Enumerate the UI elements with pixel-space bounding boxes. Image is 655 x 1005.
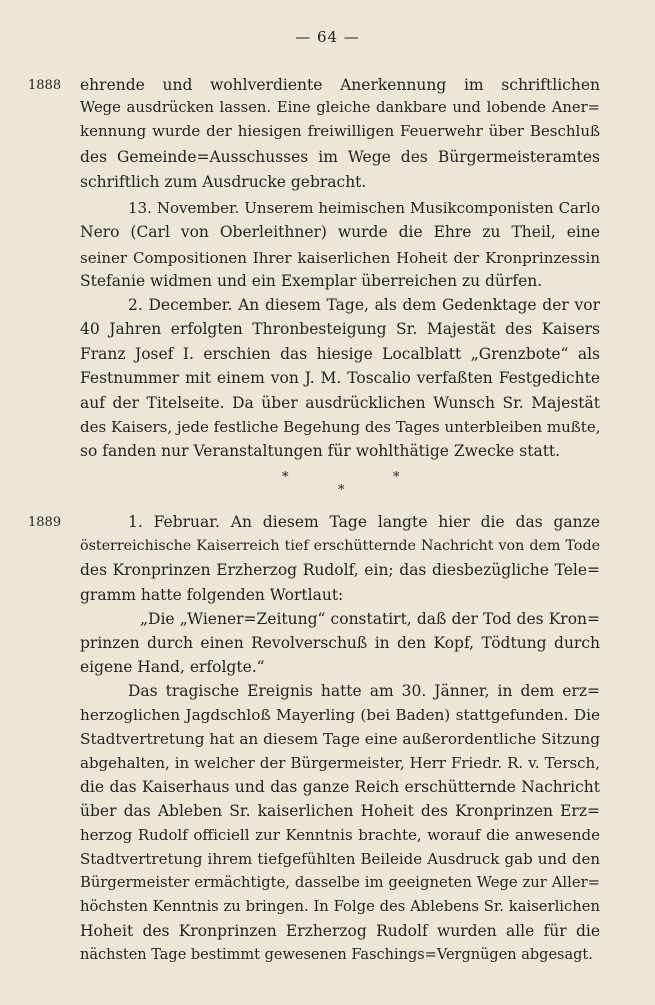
text-line: Das tragische Ereignis hatte am 30. Jänner, in dem erz= — [128, 682, 600, 700]
text-line: Wege ausdrücken lassen. Eine gleiche dankbare und lobende Aner= — [80, 99, 600, 116]
text-line: Franz Josef I. erschien das hiesige Localblatt „Grenzbote“ als — [80, 345, 600, 363]
text-line: die das Kaiserhaus und das ganze Reich erschütternde Nachricht — [80, 778, 600, 796]
text-line: so fanden nur Veranstaltungen für wohlthätige Zwecke statt. — [80, 442, 561, 460]
section-separator-star: * — [393, 470, 400, 485]
text-line: seiner Compositionen Ihrer kaiserlichen Hoheit der Kronprinzessin — [80, 249, 600, 267]
text-line: herzoglichen Jagdschloß Mayerling (bei Baden) stattgefunden. Die — [80, 706, 600, 724]
text-line: kennung wurde der hiesigen freiwilligen Feuerwehr über Beschluß — [80, 122, 600, 140]
text-line: 2. December. An diesem Tage, als dem Gedenktage der vor — [128, 296, 600, 314]
text-line: abgehalten, in welcher der Bürgermeister, Herr Friedr. R. v. Tersch, — [80, 754, 600, 772]
text-line: Festnummer mit einem von J. M. Toscalio verfaßten Festgedichte — [80, 369, 600, 387]
text-line: prinzen durch einen Revolverschuß in den Kopf, Tödtung durch — [80, 634, 600, 652]
text-line: herzog Rudolf officiell zur Kenntnis brachte, worauf die anwesende — [80, 826, 600, 844]
text-line: österreichische Kaiserreich tief erschütternde Nachricht von dem Tode — [80, 538, 600, 554]
text-line: 40 Jahren erfolgten Thronbesteigung Sr. Majestät des Kaisers — [80, 320, 600, 338]
year-marker-1888: 1888 — [28, 78, 62, 93]
text-line: Stadtvertretung ihrem tiefgefühlten Beileide Ausdruck gab und den — [80, 850, 600, 868]
text-line: auf der Titelseite. Da über ausdrücklichen Wunsch Sr. Majestät — [80, 394, 600, 412]
text-line: ehrende und wohlverdiente Anerkennung im schriftlichen — [80, 76, 600, 94]
text-line: Bürgermeister ermächtigte, dasselbe im geeigneten Wege zur Aller= — [80, 874, 600, 891]
text-line: 13. November. Unserem heimischen Musikcomponisten Carlo — [128, 199, 600, 217]
text-line: eigene Hand, erfolgte.“ — [80, 658, 265, 676]
text-line: schriftlich zum Ausdrucke gebracht. — [80, 173, 367, 191]
text-line: des Kronprinzen Erzherzog Rudolf, ein; das diesbezügliche Tele= — [80, 561, 600, 579]
text-line: des Gemeinde=Ausschusses im Wege des Bürgermeisteramtes — [80, 148, 600, 166]
text-line: Stefanie widmen und ein Exemplar überreichen zu dürfen. — [80, 272, 543, 290]
text-line: des Kaisers, jede festliche Begehung des Tages unterbleiben mußte, — [80, 418, 601, 436]
page-number: — 64 — — [295, 28, 360, 46]
text-line: 1. Februar. An diesem Tage langte hier die das ganze — [128, 513, 600, 531]
text-line: Stadtvertretung hat an diesem Tage eine außerordentliche Sitzung — [80, 730, 600, 748]
text-line: Nero (Carl von Oberleithner) wurde die Ehre zu Theil, eine — [80, 223, 600, 241]
section-separator-star: * — [282, 470, 289, 485]
text-line: höchsten Kenntnis zu bringen. In Folge des Ablebens Sr. kaiserlichen — [80, 898, 600, 915]
text-line: über das Ableben Sr. kaiserlichen Hoheit des Kronprinzen Erz= — [80, 802, 600, 820]
section-separator-star: * — [338, 483, 345, 498]
text-line: Hoheit des Kronprinzen Erzherzog Rudolf wurden alle für die — [80, 922, 600, 940]
text-line: „Die „Wiener=Zeitung“ constatirt, daß der Tod des Kron= — [140, 610, 600, 628]
year-marker-1889: 1889 — [28, 515, 62, 530]
text-line: nächsten Tage bestimmt gewesenen Faschings=Vergnügen abgesagt. — [80, 947, 593, 963]
text-line: gramm hatte folgenden Wortlaut: — [80, 586, 344, 604]
